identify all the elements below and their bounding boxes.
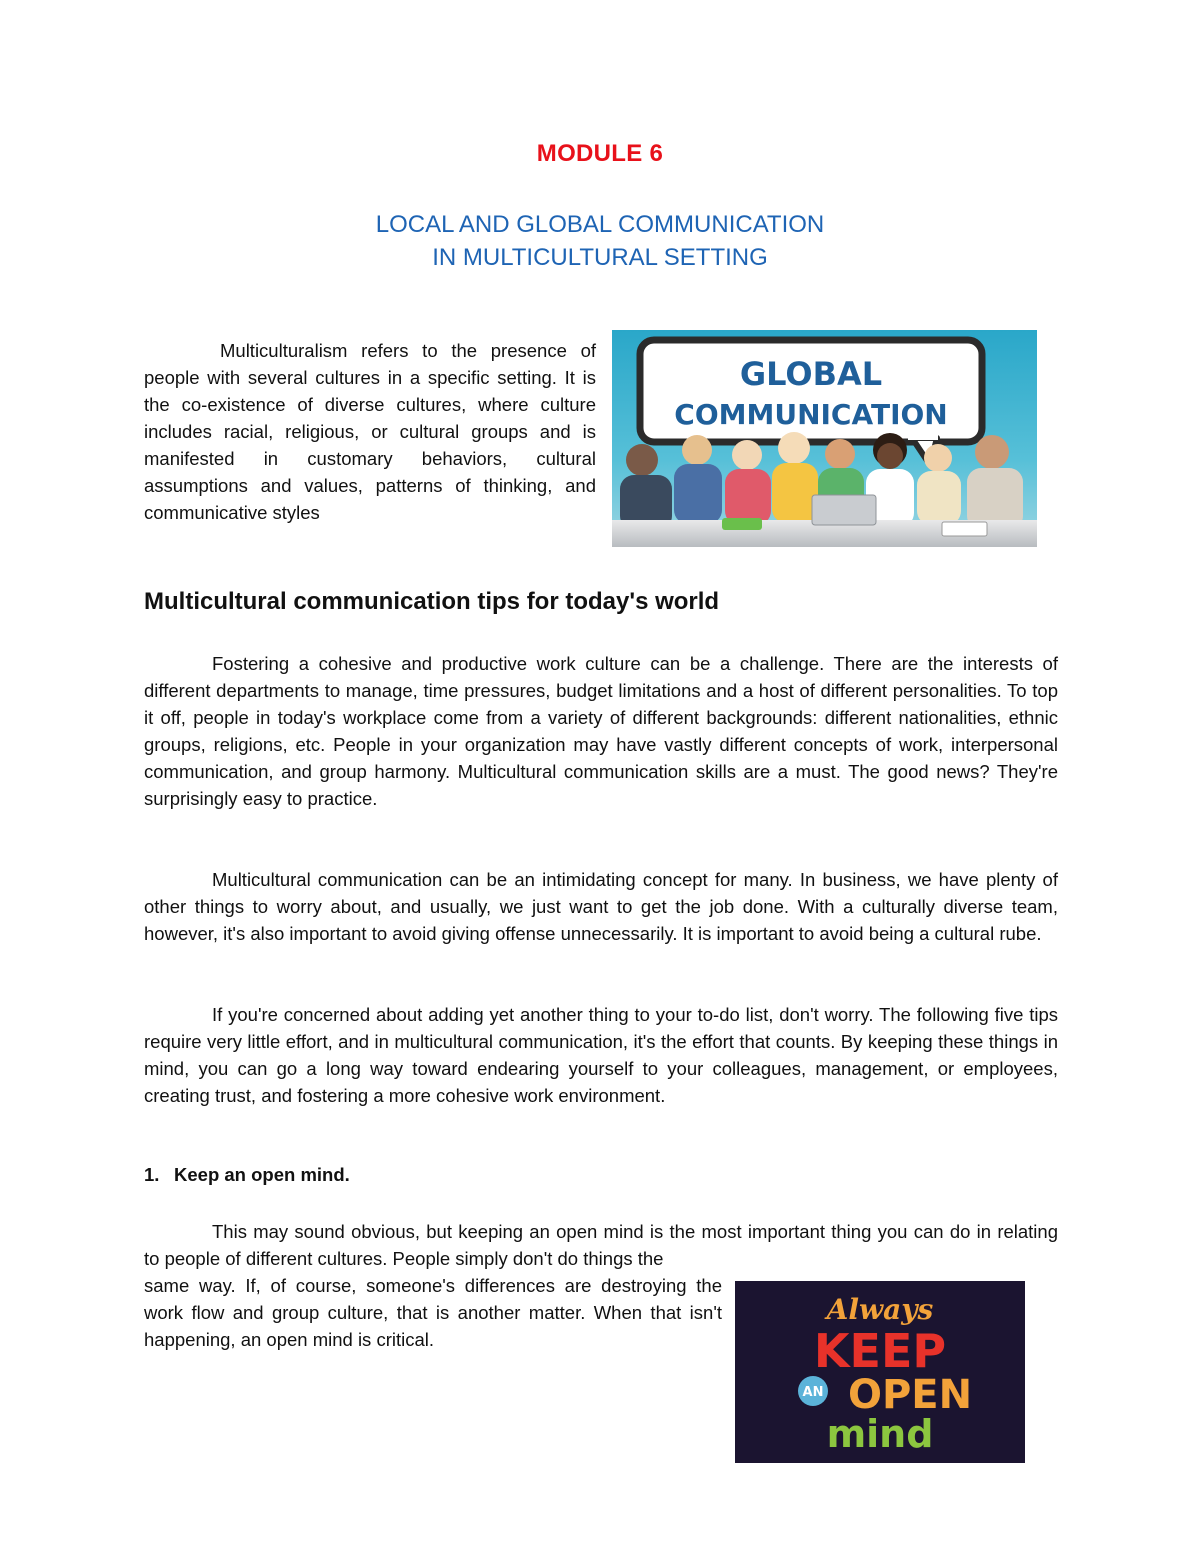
- paragraph-1-text: Fostering a cohesive and productive work culture can be a challenge. There are the interests of different departments to manage, time pressures, budget limitations and a host of different personalities. To top it off, people in today's workplace come from a variety of different backgrounds: different nationalities, ethnic groups, religions, etc. People in your organization may have vastly different concepts of work, interpersonal communication, and group harmony. Multicultural communication skills are a must. The good news? They're surprisingly easy to practice.: [144, 653, 1058, 809]
- title-line-1: LOCAL AND GLOBAL COMMUNICATION: [375, 211, 825, 238]
- document-title: [0, 208, 1200, 274]
- tip-1-label: Keep an open mind.: [174, 1164, 350, 1185]
- image-text-global: GLOBAL: [739, 355, 883, 393]
- intro-paragraph: [144, 337, 596, 526]
- poster-word-mind: mind: [826, 1412, 934, 1456]
- paragraph-2-text: Multicultural communication can be an intimidating concept for many. In business, we have plenty of other things to worry about, and usually, we just want to get the job done. With a culturally diverse team, however, it's also important to avoid giving offense unnecessarily. It is important to avoid being a cultural rube.: [144, 869, 1058, 944]
- intro-text: Multiculturalism refers to the presence of people with several cultures in a specific setting. It is the co-existence of diverse cultures, where culture includes racial, religious, or cultural groups and is manifested in customary behaviors, cultural assumptions and values, patterns of thinking, and communicative styles: [144, 340, 596, 523]
- poster-word-an: AN: [802, 1385, 824, 1400]
- tip-1-heading: [144, 1164, 350, 1186]
- keep-open-mind-image: [735, 1281, 1025, 1463]
- tip-1-text-full: This may sound obvious, but keeping an open mind is the most important thing you can do in relating to people of different cultures. People simply don't do things the: [144, 1221, 1058, 1269]
- paragraph-1: [144, 650, 1058, 812]
- paragraph-2: [144, 866, 1058, 947]
- paragraph-3: [144, 1001, 1058, 1109]
- global-communication-image: [612, 330, 1037, 547]
- image-text-communication: COMMUNICATION: [674, 398, 948, 431]
- tip-1-paragraph-wrapped: same way. If, of course, someone's differences are destroying the work flow and group culture, that is another matter. When that isn't happening, an open mind is critical.: [144, 1275, 722, 1350]
- section-heading: Multicultural communication tips for today's world: [144, 588, 720, 615]
- title-line-2: IN MULTICULTURAL SETTING: [432, 244, 768, 271]
- paragraph-3-text: If you're concerned about adding yet another thing to your to-do list, don't worry. The following five tips require very little effort, and in multicultural communication, it's the effort that counts. By keeping these things in mind, you can go a long way toward endearing yourself to your colleagues, management, or employees, creating trust, and fostering a more cohesive work environment.: [144, 1004, 1058, 1106]
- poster-word-always: Always: [826, 1293, 934, 1326]
- poster-word-open: OPEN: [847, 1372, 973, 1418]
- tip-1-number: 1.: [144, 1164, 160, 1185]
- tip-1-paragraph-full: [144, 1218, 1058, 1272]
- poster-word-keep: KEEP: [813, 1324, 947, 1378]
- module-label: MODULE 6: [536, 140, 664, 167]
